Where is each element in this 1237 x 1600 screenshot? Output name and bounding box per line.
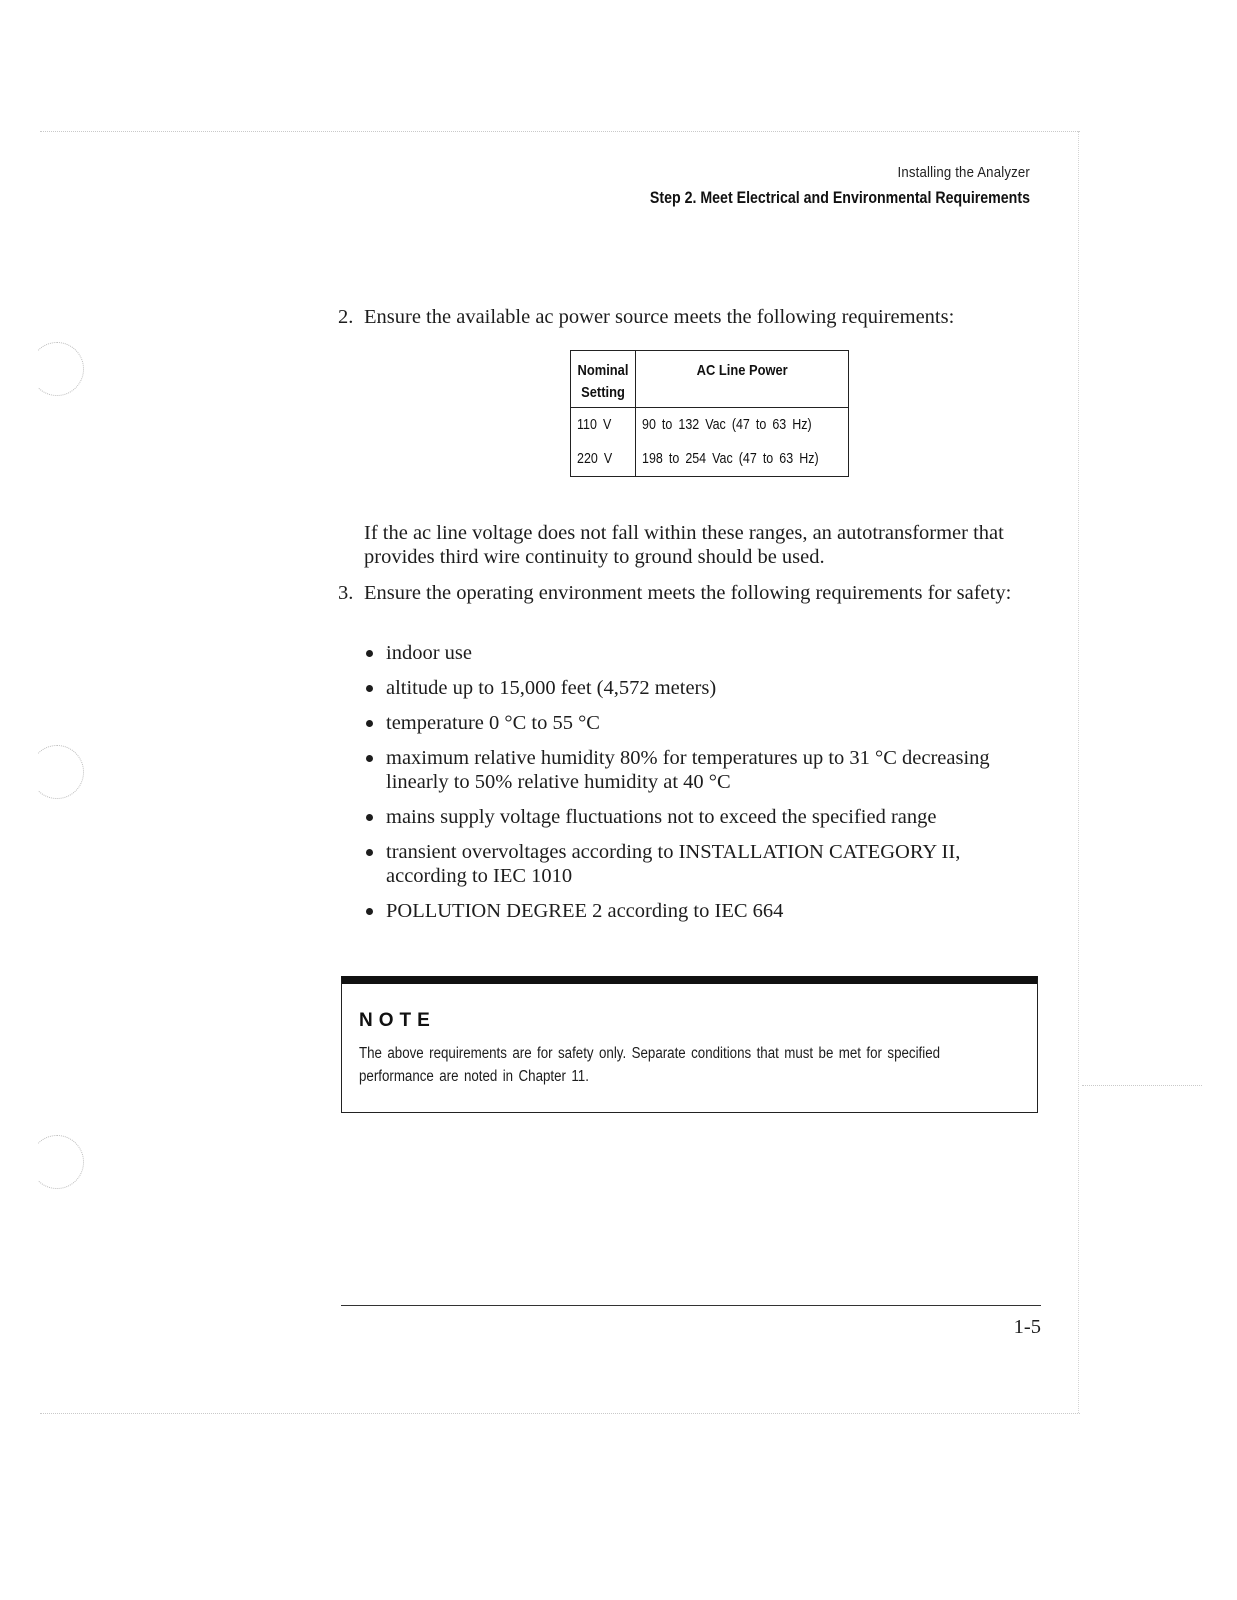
nominal-setting-header xyxy=(571,351,636,408)
table-row xyxy=(571,442,849,477)
ac-power-table xyxy=(570,350,849,477)
autotransformer-paragraph: If the ac line voltage does not fall within these ranges, an autotransformer that provides third wire continuity to ground should be used. xyxy=(364,522,1004,568)
bullet-icon xyxy=(366,685,373,692)
step-text: Ensure the available ac power source meets the following requirements: xyxy=(364,306,955,328)
table-row xyxy=(571,408,849,443)
step-number: 2. xyxy=(338,306,354,328)
nominal-header-line2: Setting xyxy=(581,384,625,401)
ac-line-power-header: AC Line Power xyxy=(636,351,849,408)
bullet-icon xyxy=(366,650,373,657)
binder-hole-top xyxy=(30,342,84,396)
bullet-icon xyxy=(366,720,373,727)
binder-hole-bottom xyxy=(30,1135,84,1189)
note-title: NOTE xyxy=(359,1010,436,1031)
setting-cell: 110 V xyxy=(571,408,636,443)
requirements-list xyxy=(364,641,1044,934)
setting-cell: 220 V xyxy=(571,442,636,477)
list-item: temperature 0 °C to 55 °C xyxy=(364,711,1044,735)
binder-hole-middle xyxy=(30,745,84,799)
step-number: 3. xyxy=(338,582,354,604)
chapter-title: Installing the Analyzer xyxy=(897,164,1030,181)
list-item: indoor use xyxy=(364,641,1044,665)
list-item: altitude up to 15,000 feet (4,572 meters) xyxy=(364,676,1044,700)
range-cell: 198 to 254 Vac (47 to 63 Hz) xyxy=(636,442,849,477)
note-box xyxy=(341,976,1038,1113)
list-item: POLLUTION DEGREE 2 according to IEC 664 xyxy=(364,899,1044,923)
page-edge-bottom xyxy=(40,1413,1080,1414)
footer-rule xyxy=(341,1305,1041,1306)
list-item: transient overvoltages according to INSTALLATION CATEGORY II, according to IEC 1010 xyxy=(364,840,1044,888)
nominal-header-line1: Nominal xyxy=(577,362,629,379)
bullet-icon xyxy=(366,755,373,762)
list-item: mains supply voltage fluctuations not to exceed the specified range xyxy=(364,805,1044,829)
table-header-row xyxy=(571,351,849,408)
step-2 xyxy=(338,305,1038,329)
note-text: The above requirements are for safety only. Separate conditions that must be met for specified performance are noted in Chapter 11. xyxy=(359,1045,941,1085)
page-edge-tick xyxy=(1082,1085,1202,1086)
bullet-icon xyxy=(366,908,373,915)
running-header xyxy=(588,164,1030,208)
range-cell: 90 to 132 Vac (47 to 63 Hz) xyxy=(636,408,849,443)
section-title: Step 2. Meet Electrical and Environmental Requirements xyxy=(649,189,1030,207)
page-number: 1-5 xyxy=(1013,1316,1041,1338)
page-edge-top xyxy=(40,131,1080,132)
list-item: maximum relative humidity 80% for temperatures up to 31 °C decreasing linearly to 50% relative humidity at 40 °C xyxy=(364,746,1044,794)
bullet-icon xyxy=(366,849,373,856)
step-text: Ensure the operating environment meets the following requirements for safety: xyxy=(364,582,1012,604)
bullet-icon xyxy=(366,814,373,821)
step-3 xyxy=(338,581,1038,605)
page-edge-right xyxy=(1078,131,1079,1413)
